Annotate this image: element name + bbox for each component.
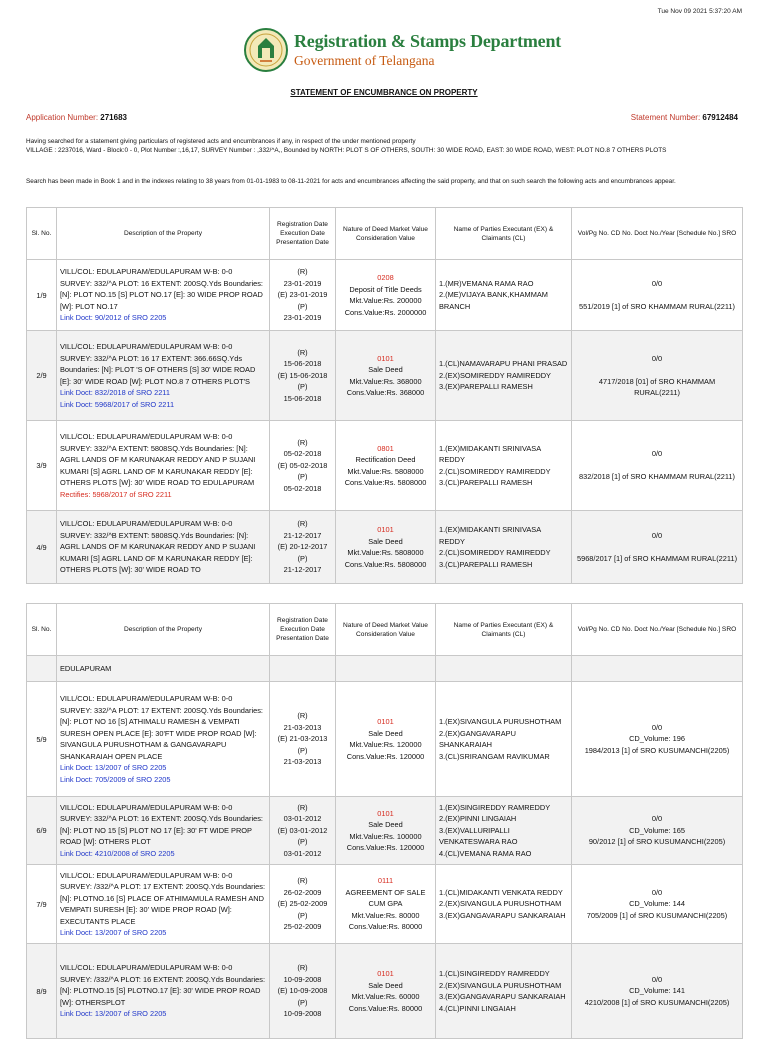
row-parties	[436, 511, 572, 584]
deed-code: 0101	[377, 969, 394, 978]
date-line: (E) 23-01-2019	[277, 290, 328, 300]
col-dates: Registration Date Execution Date Presentation Date	[270, 604, 336, 656]
department-title: Registration & Stamps Department	[294, 31, 562, 51]
consideration-value: Cons.Value:Rs. 80000	[348, 1003, 423, 1013]
continuation-row	[27, 656, 743, 682]
party-name: 3.(CL)PAREPALLI RAMESH	[439, 559, 533, 569]
col-vol: Vol/Pg No. CD No. Doct No./Year [Schedule No.] SRO	[572, 208, 743, 260]
link-doct[interactable]: Link Doct: 705/2009 of SRO 2205	[60, 774, 171, 784]
print-timestamp: Tue Nov 09 2021 5:37:20 AM	[657, 8, 742, 15]
volpg-line: 0/0	[651, 722, 663, 732]
market-value: Mkt.Value:Rs. 368000	[349, 376, 422, 386]
col-desc: Description of the Property	[57, 604, 270, 656]
date-line: 21-12-2017	[283, 565, 322, 575]
property-line: VILLAGE : 2237016, Ward - Block:0 - 0, Plot Number :,16,17, SURVEY Number : ,332/^A,, Bounded by NORTH: PLOT S OF OTHERS, SOUTH: 30 WIDE ROAD, EAST: 30 WIDE ROAD, WEST: PLOT NO.8 7 OTHERS PLOTS	[26, 147, 667, 154]
date-line: (R)	[297, 437, 308, 447]
row-description	[57, 421, 270, 511]
row-description	[57, 865, 270, 944]
deed-name: Rectification Deed	[355, 455, 416, 464]
row-dates	[270, 944, 336, 1039]
department-header	[244, 28, 561, 72]
date-line: (E) 03-01-2012	[277, 825, 328, 835]
row-deed	[336, 421, 436, 511]
market-value: Mkt.Value:Rs. 5808000	[347, 548, 424, 557]
date-line: 15-06-2018	[283, 359, 322, 369]
date-line: 05-02-2018	[283, 449, 322, 459]
encumbrance-table-1	[26, 207, 743, 584]
date-line: (E) 20-12-2017	[277, 542, 328, 552]
row-dates	[270, 682, 336, 797]
application-number-value: 271683	[100, 113, 127, 122]
table-row	[27, 260, 743, 331]
link-doct[interactable]: Link Doct: 832/2018 of SRO 2211	[60, 388, 170, 397]
party-name: 3.(EX)GANGAVARAPU SANKARAIAH	[439, 910, 566, 920]
encumbrance-table-2	[26, 603, 743, 1039]
volpg-line: 5968/2017 [1] of SRO KHAMMAM RURAL(2211)	[576, 553, 738, 563]
statement-number-value: 67912484	[702, 113, 738, 122]
col-parties: Name of Parties Executant (EX) & Claimants (CL)	[436, 604, 572, 656]
row-deed	[336, 797, 436, 865]
col-sl: Sl. No.	[27, 208, 57, 260]
party-name: 2.(EX)SOMIREDDY RAMIREDDY	[439, 370, 551, 380]
deed-name: Sale Deed	[368, 536, 403, 546]
row-sl: 4/9	[27, 511, 57, 584]
row-volpg	[572, 865, 743, 944]
volpg-line: CD_Volume: 165	[629, 825, 685, 835]
party-name: 1.(CL)SINGIREDDY RAMREDDY	[439, 969, 550, 978]
row-description	[57, 331, 270, 421]
table-row	[27, 682, 743, 797]
deed-name: Sale Deed	[368, 728, 403, 738]
consideration-value: Cons.Value:Rs. 5808000	[344, 478, 427, 487]
row-description	[57, 944, 270, 1039]
volpg-line: 705/2009 [1] of SRO KUSUMANCHI(2205)	[586, 910, 728, 920]
market-value: Mkt.Value:Rs. 60000	[351, 992, 420, 1001]
deed-name: Sale Deed	[368, 820, 403, 829]
table-row	[27, 421, 743, 511]
row-sl: 7/9	[27, 865, 57, 944]
party-name: 2.(EX)SIVANGULA PURUSHOTHAM	[439, 980, 562, 990]
description-text: VILL/COL: EDULAPURAM/EDULAPURAM W-B: 0-0 SURVEY: /332/^A PLOT: 16 EXTENT: 200SQ.Yds Boundaries: [N]: PLOTNO.15 [S] PLOTNO.17 [E]: 30' WIDE PROP ROAD [W]: OTHERSPLOT	[60, 963, 266, 1007]
volpg-line	[575, 541, 739, 553]
search-paragraph: Search has been made in Book 1 and in the indexes relating to 38 years from 01-01-1983 to 08-11-2021 for acts and encumbrances affecting the said property, and that on such search the following acts and encumbrances appear.	[26, 178, 676, 185]
row-dates	[270, 421, 336, 511]
table-row	[27, 331, 743, 421]
row-sl: 2/9	[27, 331, 57, 421]
link-doct[interactable]: Link Doct: 13/2007 of SRO 2205	[60, 1009, 167, 1019]
party-name: 1.(EX)SINGIREDDY RAMREDDY	[439, 802, 551, 812]
intro-paragraph	[26, 137, 741, 155]
date-line: 03-01-2012	[283, 814, 322, 824]
row-sl: 8/9	[27, 944, 57, 1039]
description-text: VILL/COL: EDULAPURAM/EDULAPURAM W-B: 0-0 SURVEY: 332/^A PLOT: 16 17 EXTENT: 366.66SQ.Yds Boundaries: [N]: PLOT 'S OF OTHERS [S] 30' WIDE ROAD [E]: 30' WIDE ROAD [W]: PLOT NO.8 7 OTHERS PLOT'S	[60, 342, 256, 386]
party-name: 1.(MR)VEMANA RAMA RAO	[439, 278, 534, 288]
market-value: Mkt.Value:Rs. 200000	[349, 296, 422, 305]
date-line: (R)	[297, 711, 308, 721]
party-name: 3.(CL)PAREPALLI RAMESH	[439, 478, 533, 487]
row-volpg	[572, 682, 743, 797]
date-line: 21-12-2017	[283, 530, 322, 540]
volpg-line: 0/0	[651, 974, 663, 984]
row-volpg	[572, 331, 743, 421]
volpg-line	[575, 289, 739, 301]
market-value: Mkt.Value:Rs. 5808000	[347, 466, 424, 476]
row-sl: 3/9	[27, 421, 57, 511]
party-name: 2.(EX)GANGAVARAPU SHANKARAIAH	[439, 728, 516, 749]
date-line: 03-01-2012	[283, 848, 322, 858]
date-line: (R)	[297, 347, 308, 357]
date-line: (P)	[297, 301, 308, 311]
row-parties	[436, 331, 572, 421]
deed-name: Sale Deed	[368, 365, 403, 374]
party-name: 1.(EX)MIDAKANTI SRINIVASA REDDY	[439, 525, 541, 546]
market-value: Mkt.Value:Rs. 80000	[351, 910, 420, 920]
deed-code: 0801	[377, 443, 394, 453]
row-deed	[336, 944, 436, 1039]
volpg-line: 0/0	[651, 353, 663, 363]
volpg-line: 0/0	[651, 530, 663, 540]
row-deed	[336, 331, 436, 421]
description-text: VILL/COL: EDULAPURAM/EDULAPURAM W-B: 0-0 SURVEY: 332/^A PLOT: 17 EXTENT: 200SQ.Yds Boundaries: [N]: PLOT NO 16 [S] ATHIMALU RAMESH & VEMPATI SURESH OPEN PLACE [E]: 30'FT WIDE PROP ROAD [W]: SIVANGULA PURUSHOTHAM & GANGAVARAPU SHANKARAIAH OPEN PLACE	[60, 694, 263, 761]
deed-name: Deposit of Title Deeds	[349, 284, 422, 294]
date-line: (R)	[297, 519, 308, 529]
row-sl: 1/9	[27, 260, 57, 331]
date-line: (R)	[297, 802, 308, 812]
deed-code: 0111	[377, 876, 394, 886]
col-vol: Vol/Pg No. CD No. Doct No./Year [Schedule No.] SRO	[572, 604, 743, 656]
date-line: 26-02-2009	[283, 887, 322, 897]
party-name: 2.(ME)VIJAYA BANK,KHAMMAM BRANCH	[439, 290, 548, 311]
party-name: 3.(EX)VALLURIPALLI VENKATESWARA RAO	[439, 825, 518, 847]
row-dates	[270, 331, 336, 421]
row-volpg	[572, 511, 743, 584]
description-text: VILL/COL: EDULAPURAM/EDULAPURAM W-B: 0-0 SURVEY: 332/^A PLOT: 16 EXTENT: 200SQ.Yds Boundaries: [N]: PLOT NO.15 [S] PLOT NO.17 [E]: 30 WIDE PROP ROAD [W]: PLOT NO.17	[60, 267, 263, 311]
deed-code: 0208	[377, 273, 394, 282]
row-parties	[436, 797, 572, 865]
volpg-line	[575, 460, 739, 472]
description-text: VILL/COL: EDULAPURAM/EDULAPURAM W-B: 0-0 SURVEY: /332/^A PLOT: 17 EXTENT: 200SQ.Yds Boundaries: [N]: PLOTNO.16 [S] PLACE OF ATHIMAMULA RAMESH AND VEMPATI SURESH [E]: 30' WIDE PROP ROAD [W]: EXECUTANTS PLACE	[60, 870, 266, 926]
row-sl: 5/9	[27, 682, 57, 797]
date-line: (E) 05-02-2018	[277, 460, 328, 470]
intro-text: Having searched for a statement giving particulars of registered acts and encumbrances if any, in respect of the under mentioned property	[26, 138, 416, 145]
date-line: 15-06-2018	[283, 393, 322, 403]
party-name: 2.(EX)SIVANGULA PURUSHOTHAM	[439, 899, 562, 909]
row-description	[57, 511, 270, 584]
description-text: VILL/COL: EDULAPURAM/EDULAPURAM W-B: 0-0 SURVEY: 332/^B EXTENT: 5808SQ.Yds Boundaries: [N]: AGRL LANDS OF M KARUNAKAR REDDY AND P SUJANI KUMARI [S] AGRL LAND OF M KARUNAKAR REDDY [E]: OTHERS PLOTS [W]: 30' WIDE ROAD TO	[60, 519, 256, 575]
date-line: (P)	[297, 910, 308, 920]
document-title: STATEMENT OF ENCUMBRANCE ON PROPERTY	[290, 88, 478, 97]
consideration-value: Cons.Value:Rs. 120000	[346, 751, 425, 761]
consideration-value: Cons.Value:Rs. 5808000	[344, 559, 427, 569]
row-parties	[436, 944, 572, 1039]
date-line: 25-02-2009	[283, 922, 322, 932]
volpg-line	[575, 364, 739, 376]
row-dates	[270, 797, 336, 865]
date-line: (P)	[297, 382, 308, 392]
market-value: Mkt.Value:Rs. 100000	[349, 831, 422, 841]
volpg-line: 4717/2018 [01] of SRO KHAMMAM RURAL(2211)	[598, 376, 716, 397]
row-deed	[336, 865, 436, 944]
row-parties	[436, 260, 572, 331]
link-doct[interactable]: Link Doct: 90/2012 of SRO 2205	[60, 313, 167, 323]
telangana-emblem-icon	[244, 28, 288, 72]
party-name: 4.(CL)VEMANA RAMA RAO	[439, 848, 532, 858]
consideration-value: Cons.Value:Rs. 120000	[346, 843, 425, 852]
row-dates	[270, 260, 336, 331]
row-volpg	[572, 260, 743, 331]
deed-code: 0101	[377, 525, 394, 534]
date-line: (P)	[297, 745, 308, 755]
row-parties	[436, 421, 572, 511]
link-doct[interactable]: Link Doct: 13/2007 of SRO 2205	[60, 928, 167, 937]
volpg-line: 4210/2008 [1] of SRO KUSUMANCHI(2205)	[584, 997, 730, 1007]
date-line: (P)	[297, 837, 308, 847]
rectifies-note: Rectifies: 5968/2017 of SRO 2211	[60, 489, 172, 499]
table-row	[27, 944, 743, 1039]
date-line: 23-01-2019	[283, 313, 322, 323]
party-name: 2.(CL)SOMIREDDY RAMIREDDY	[439, 548, 551, 557]
date-line: (E) 10-09-2008	[277, 986, 328, 996]
party-name: 4.(CL)PINNI LINGAIAH	[439, 1003, 516, 1013]
col-deed: Nature of Deed Market Value Consideration Value	[336, 604, 436, 656]
department-subtitle: Government of Telangana	[294, 53, 435, 68]
table-row	[27, 511, 743, 584]
date-line: (P)	[297, 997, 308, 1007]
row-deed	[336, 682, 436, 797]
row-sl: 6/9	[27, 797, 57, 865]
date-line: (P)	[297, 472, 308, 482]
date-line: 10-09-2008	[283, 1009, 322, 1019]
volpg-line: 0/0	[651, 814, 663, 824]
consideration-value: Cons.Value:Rs. 368000	[346, 388, 425, 397]
link-doct[interactable]: Link Doct: 13/2007 of SRO 2205	[60, 763, 167, 772]
volpg-line: 551/2019 [1] of SRO KHAMMAM RURAL(2211)	[579, 301, 735, 311]
statement-number	[631, 113, 738, 122]
row-volpg	[572, 944, 743, 1039]
date-line: (E) 15-06-2018	[277, 370, 328, 380]
continuation-text: EDULAPURAM	[57, 656, 270, 682]
row-deed	[336, 260, 436, 331]
date-line: (E) 25-02-2009	[277, 899, 328, 909]
col-sl: Sl. No.	[27, 604, 57, 656]
consideration-value: Cons.Value:Rs. 2000000	[344, 307, 427, 317]
link-doct[interactable]: Link Doct: 4210/2008 of SRO 2205	[60, 848, 175, 858]
table-row	[27, 865, 743, 944]
statement-number-label: Statement Number:	[630, 113, 701, 122]
deed-code: 0101	[377, 353, 394, 363]
row-description	[57, 797, 270, 865]
date-line: 23-01-2019	[283, 278, 322, 288]
date-line: (R)	[297, 267, 308, 277]
party-name: 2.(EX)PINNI LINGAIAH	[439, 814, 517, 824]
row-deed	[336, 511, 436, 584]
col-dates: Registration Date Execution Date Presentation Date	[270, 208, 336, 260]
deed-code: 0101	[377, 717, 394, 726]
volpg-line: 90/2012 [1] of SRO KUSUMANCHI(2205)	[588, 837, 726, 847]
deed-code: 0101	[377, 808, 394, 818]
row-dates	[270, 865, 336, 944]
deed-name: Sale Deed	[368, 980, 403, 990]
party-name: 1.(EX)SIVANGULA PURUSHOTHAM	[439, 717, 562, 726]
party-name: 1.(EX)MIDAKANTI SRINIVASA REDDY	[439, 443, 541, 464]
row-dates	[270, 511, 336, 584]
volpg-line: 1984/2013 [1] of SRO KUSUMANCHI(2205)	[584, 745, 730, 755]
date-line: 10-09-2008	[283, 974, 322, 984]
volpg-line: 0/0	[651, 278, 663, 288]
col-parties: Name of Parties Executant (EX) & Claimants (CL)	[436, 208, 572, 260]
row-parties	[436, 682, 572, 797]
volpg-line: CD_Volume: 196	[629, 734, 685, 744]
col-deed: Nature of Deed Market Value Consideration Value	[336, 208, 436, 260]
volpg-line: CD_Volume: 141	[629, 986, 685, 996]
application-number	[26, 113, 127, 122]
date-line: (R)	[297, 876, 308, 886]
description-text: VILL/COL: EDULAPURAM/EDULAPURAM W-B: 0-0 SURVEY: 332/^A EXTENT: 5808SQ.Yds Boundaries: [N]: AGRL LANDS OF M KARUNAKAR REDDY AND P SUJANI KUMARI [S] AGRL LAND OF M KARUNAKAR REDDY [E]: OTHERS PLOTS [W]: 30' WIDE ROAD TO EDULAPURAM	[60, 432, 256, 487]
party-name: 1.(CL)NAMAVARAPU PHANI PRASAD	[439, 359, 568, 369]
application-number-label: Application Number:	[26, 113, 99, 122]
date-line: (E) 21-03-2013	[277, 734, 328, 744]
party-name: 3.(CL)SRIRANGAM RAVIKUMAR	[439, 751, 550, 761]
market-value: Mkt.Value:Rs. 120000	[349, 740, 422, 749]
row-description	[57, 682, 270, 797]
party-name: 3.(EX)PAREPALLI RAMESH	[439, 382, 533, 392]
date-line: (R)	[297, 963, 308, 973]
date-line: 05-02-2018	[283, 483, 322, 493]
party-name: 2.(CL)SOMIREDDY RAMIREDDY	[439, 466, 551, 476]
description-text: VILL/COL: EDULAPURAM/EDULAPURAM W-B: 0-0 SURVEY: 332/^A PLOT: 16 EXTENT: 200SQ.Yds Boundaries: [N]: PLOT NO 15 [S] PLOT NO 17 [E]: 30' FT WIDE PROP ROAD [W]: OTHERS PLOT	[60, 802, 263, 847]
row-description	[57, 260, 270, 331]
date-line: (P)	[297, 553, 308, 563]
date-line: 21-03-2013	[283, 757, 322, 767]
volpg-line: 0/0	[651, 449, 663, 459]
table-row	[27, 797, 743, 865]
row-parties	[436, 865, 572, 944]
row-volpg	[572, 797, 743, 865]
volpg-line: 0/0	[651, 887, 663, 897]
link-doct[interactable]: Link Doct: 5968/2017 of SRO 2211	[60, 399, 175, 409]
date-line: 21-03-2013	[283, 722, 322, 732]
consideration-value: Cons.Value:Rs. 80000	[348, 922, 423, 932]
volpg-line: 832/2018 [1] of SRO KHAMMAM RURAL(2211)	[579, 472, 735, 482]
col-desc: Description of the Property	[57, 208, 270, 260]
deed-name: AGREEMENT OF SALE CUM GPA	[345, 887, 426, 909]
party-name: 1.(CL)MIDAKANTI VENKATA REDDY	[439, 887, 563, 897]
party-name: 3.(EX)GANGAVARAPU SANKARAIAH	[439, 992, 566, 1001]
volpg-line: CD_Volume: 144	[629, 899, 685, 909]
row-volpg	[572, 421, 743, 511]
